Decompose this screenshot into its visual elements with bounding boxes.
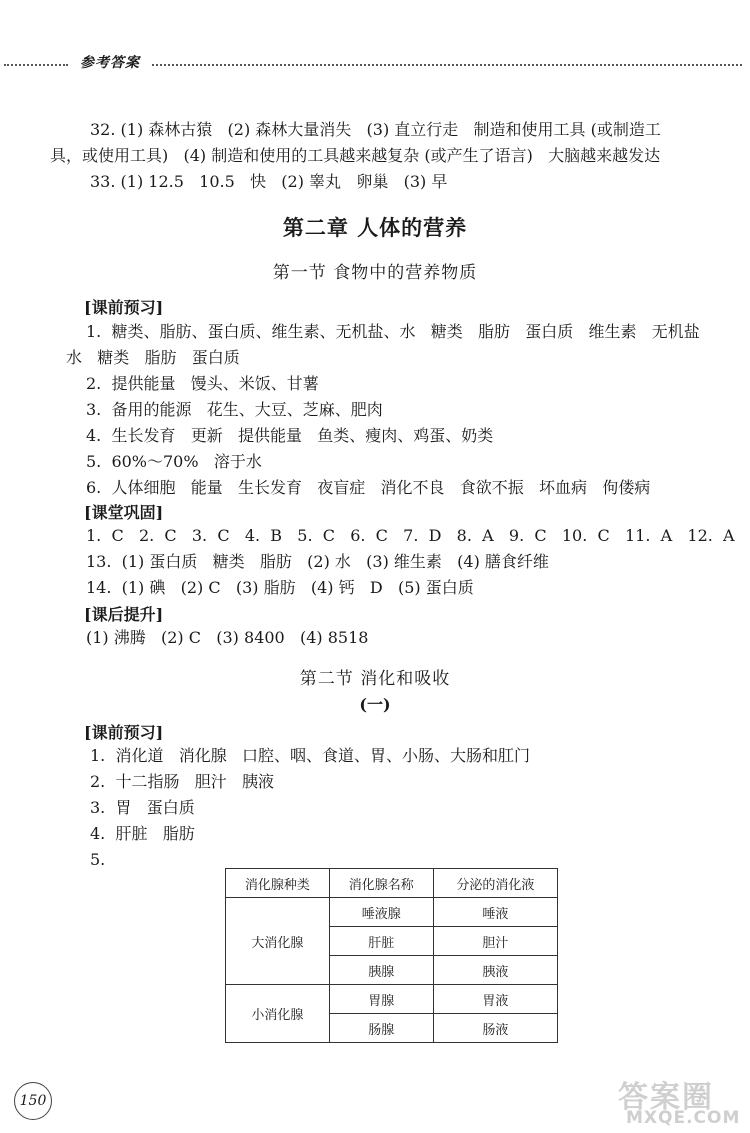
s2-preview-line: 5. bbox=[90, 850, 106, 869]
s2-preview-line: 1. 消化道 消化腺 口腔、咽、食道、胃、小肠、大肠和肛门 bbox=[90, 746, 530, 765]
s2-preview-line: 3. 胃 蛋白质 bbox=[90, 798, 195, 817]
s1-preview-line: 5. 60%～70% 溶于水 bbox=[86, 452, 262, 471]
page-header bbox=[0, 50, 750, 74]
secretion-cell: 唾液 bbox=[433, 898, 557, 927]
digestive-glands-table bbox=[225, 868, 558, 1043]
table-header-cell: 消化腺种类 bbox=[226, 869, 330, 898]
s2-preview-line: 4. 肝脏 脂肪 bbox=[90, 824, 195, 843]
watermark-text: 答案圈 bbox=[618, 1080, 714, 1115]
s1-preview-line: 3. 备用的能源 花生、大豆、芝麻、肥肉 bbox=[86, 400, 383, 419]
header-dotted-rule-left bbox=[4, 64, 68, 66]
s1-consolidate-line: 13. (1) 蛋白质 糖类 脂肪 (2) 水 (3) 维生素 (4) 膳食纤维 bbox=[86, 552, 549, 571]
secretion-cell: 胆汁 bbox=[433, 927, 557, 956]
s2-preview-line: 2. 十二指肠 胆汁 胰液 bbox=[90, 772, 274, 791]
q33-line1: 33. (1) 12.5 10.5 快 (2) 睾丸 卵巢 (3) 早 bbox=[90, 172, 448, 191]
s1-improve-line: (1) 沸腾 (2) C (3) 8400 (4) 8518 bbox=[86, 628, 369, 647]
table-row bbox=[226, 898, 558, 927]
secretion-cell: 胃液 bbox=[433, 985, 557, 1014]
s1-preview-line: 2. 提供能量 馒头、米饭、甘薯 bbox=[86, 374, 319, 393]
section1-preview-heading: [课前预习] bbox=[84, 298, 164, 317]
s1-consolidate-line: 14. (1) 碘 (2) C (3) 脂肪 (4) 钙 D (5) 蛋白质 bbox=[86, 578, 474, 597]
secretion-cell: 肠液 bbox=[433, 1014, 557, 1043]
section1-consolidate-heading: [课堂巩固] bbox=[84, 503, 164, 522]
s1-preview-line: 6. 人体细胞 能量 生长发育 夜盲症 消化不良 食欲不振 坏血病 佝偻病 bbox=[86, 478, 651, 497]
section2-preview-heading: [课前预习] bbox=[84, 723, 164, 742]
gland-name-cell: 胃腺 bbox=[329, 985, 433, 1014]
q32-line2: 具，或使用工具) (4) 制造和使用的工具越来越复杂 (或产生了语言) 大脑越来越发达 bbox=[50, 146, 661, 165]
gland-type-cell: 小消化腺 bbox=[226, 985, 330, 1043]
watermark-logo bbox=[612, 1072, 744, 1130]
section2-part-label: (一) bbox=[359, 695, 391, 714]
gland-name-cell: 肝脏 bbox=[329, 927, 433, 956]
page-number: 150 bbox=[14, 1082, 52, 1120]
table-row bbox=[226, 985, 558, 1014]
s1-consolidate-line: 1. C 2. C 3. C 4. B 5. C 6. C 7. D 8. A 9. C 10. C 11. A 12. A bbox=[86, 526, 735, 545]
gland-type-cell: 大消化腺 bbox=[226, 898, 330, 985]
gland-name-cell: 唾液腺 bbox=[329, 898, 433, 927]
table-header-cell: 消化腺名称 bbox=[329, 869, 433, 898]
header-dotted-rule-right bbox=[152, 64, 742, 66]
s1-preview-line: 水 糖类 脂肪 蛋白质 bbox=[66, 348, 240, 367]
section1-improve-heading: [课后提升] bbox=[84, 605, 164, 624]
section2-title: 第二节 消化和吸收 bbox=[299, 669, 451, 689]
s1-preview-line: 4. 生长发育 更新 提供能量 鱼类、瘦肉、鸡蛋、奶类 bbox=[86, 426, 494, 445]
header-title: 参考答案 bbox=[80, 55, 140, 71]
chapter-title: 第二章 人体的营养 bbox=[282, 215, 468, 240]
gland-name-cell: 肠腺 bbox=[329, 1014, 433, 1043]
q32-line1: 32. (1) 森林古猿 (2) 森林大量消失 (3) 直立行走 制造和使用工具 (或制造工 bbox=[90, 120, 661, 139]
table-header-row bbox=[226, 869, 558, 898]
secretion-cell: 胰液 bbox=[433, 956, 557, 985]
gland-name-cell: 胰腺 bbox=[329, 956, 433, 985]
section1-title: 第一节 食物中的营养物质 bbox=[272, 263, 478, 283]
watermark-url: MXQE.COM bbox=[626, 1108, 741, 1128]
table-header-cell: 分泌的消化液 bbox=[433, 869, 557, 898]
s1-preview-line: 1. 糖类、脂肪、蛋白质、维生素、无机盐、水 糖类 脂肪 蛋白质 维生素 无机盐 bbox=[86, 322, 700, 341]
